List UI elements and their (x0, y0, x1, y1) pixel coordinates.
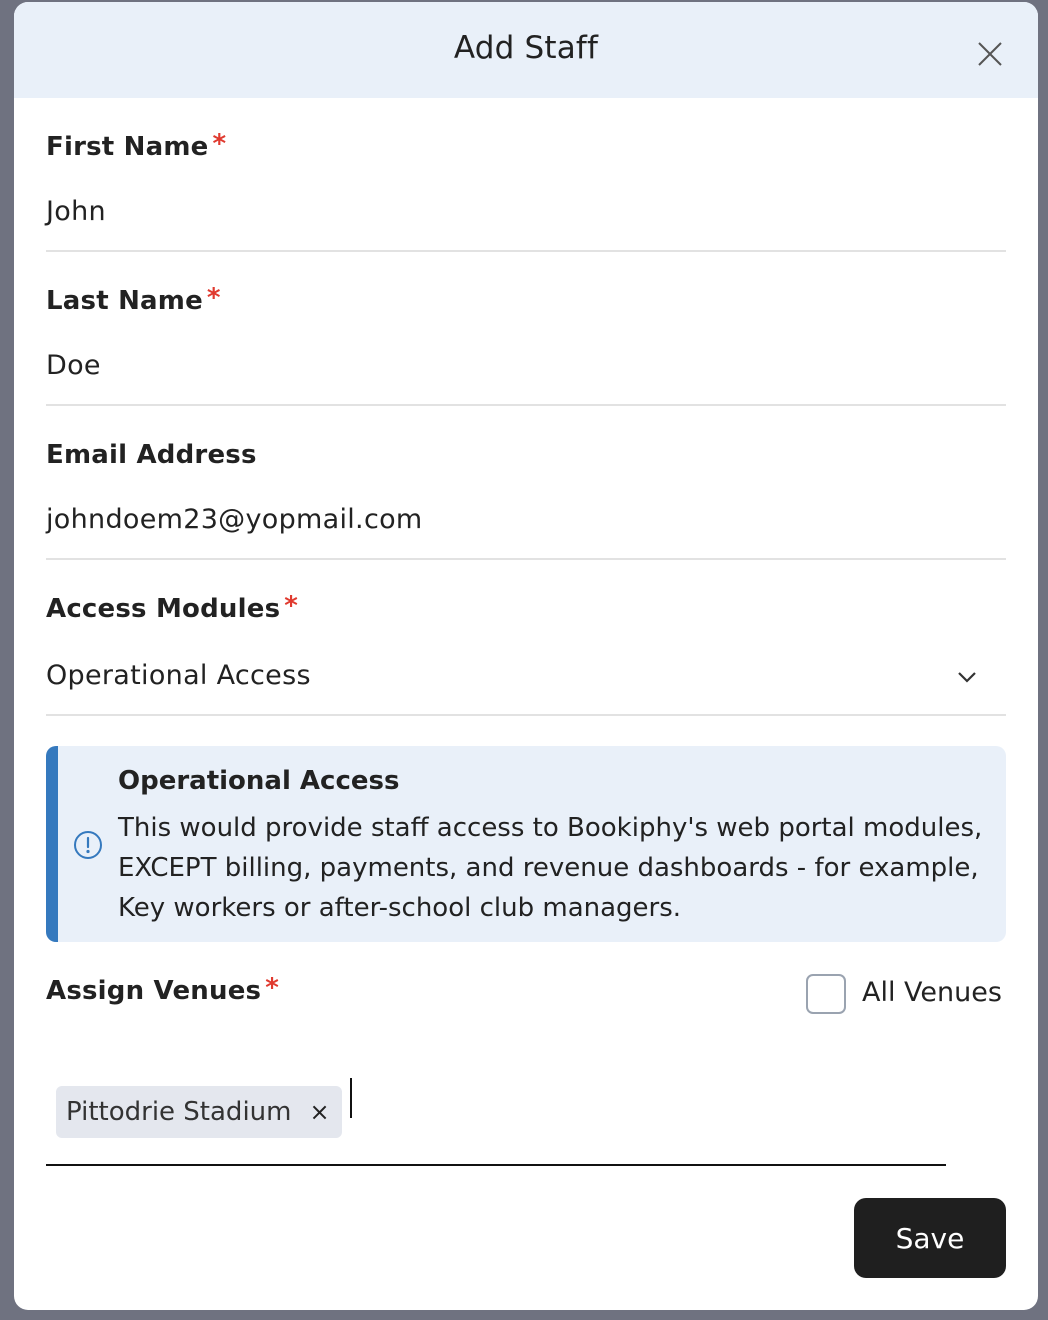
remove-chip-icon[interactable]: × (309, 1098, 330, 1126)
all-venues-label[interactable]: All Venues (862, 977, 1002, 1008)
last-name-label-row (46, 283, 1006, 316)
divider (46, 404, 1006, 406)
venue-chip-label: Pittodrie Stadium (66, 1097, 292, 1127)
info-title: Operational Access (118, 766, 400, 796)
last-name-field[interactable] (46, 283, 1006, 406)
chevron-down-icon[interactable] (956, 666, 978, 688)
first-name-label-row (46, 129, 1006, 162)
save-button[interactable]: Save (854, 1198, 1006, 1278)
venue-chip (56, 1086, 342, 1138)
divider (46, 250, 1006, 252)
last-name-input[interactable]: Doe (46, 350, 101, 381)
access-modules-select[interactable] (46, 591, 1006, 716)
email-label: Email Address (46, 440, 257, 470)
divider (46, 714, 1006, 716)
dialog-title: Add Staff (453, 30, 599, 66)
assign-venues-label-row (46, 973, 280, 1006)
venues-input-underline[interactable] (46, 1164, 946, 1166)
close-icon[interactable] (976, 40, 1004, 68)
assign-venues-label: Assign Venues (46, 976, 262, 1006)
access-modules-label: Access Modules (46, 594, 281, 624)
last-name-label: Last Name (46, 286, 203, 316)
info-icon (72, 829, 104, 861)
all-venues-checkbox[interactable] (806, 974, 846, 1014)
add-staff-dialog (14, 2, 1038, 1310)
dialog-header (14, 2, 1038, 98)
access-info-callout (46, 746, 1006, 942)
first-name-field[interactable] (46, 129, 1006, 252)
email-field[interactable] (46, 440, 1006, 560)
first-name-label: First Name (46, 132, 209, 162)
info-description: This would provide staff access to Bookiphy's web portal modules, EXCEPT billing, payments, and revenue dashboards - for example, Key workers or after-school club managers. (118, 813, 983, 923)
required-mark: * (206, 283, 221, 313)
access-modules-selected-value[interactable]: Operational Access (46, 660, 311, 691)
divider (46, 558, 1006, 560)
text-caret (350, 1078, 352, 1118)
email-input[interactable]: johndoem23@yopmail.com (46, 504, 423, 535)
required-mark: * (284, 591, 299, 621)
first-name-input[interactable]: John (46, 196, 106, 227)
info-accent-bar (46, 746, 58, 942)
access-modules-label-row (46, 591, 1006, 624)
required-mark: * (265, 973, 280, 1003)
required-mark: * (212, 129, 227, 159)
